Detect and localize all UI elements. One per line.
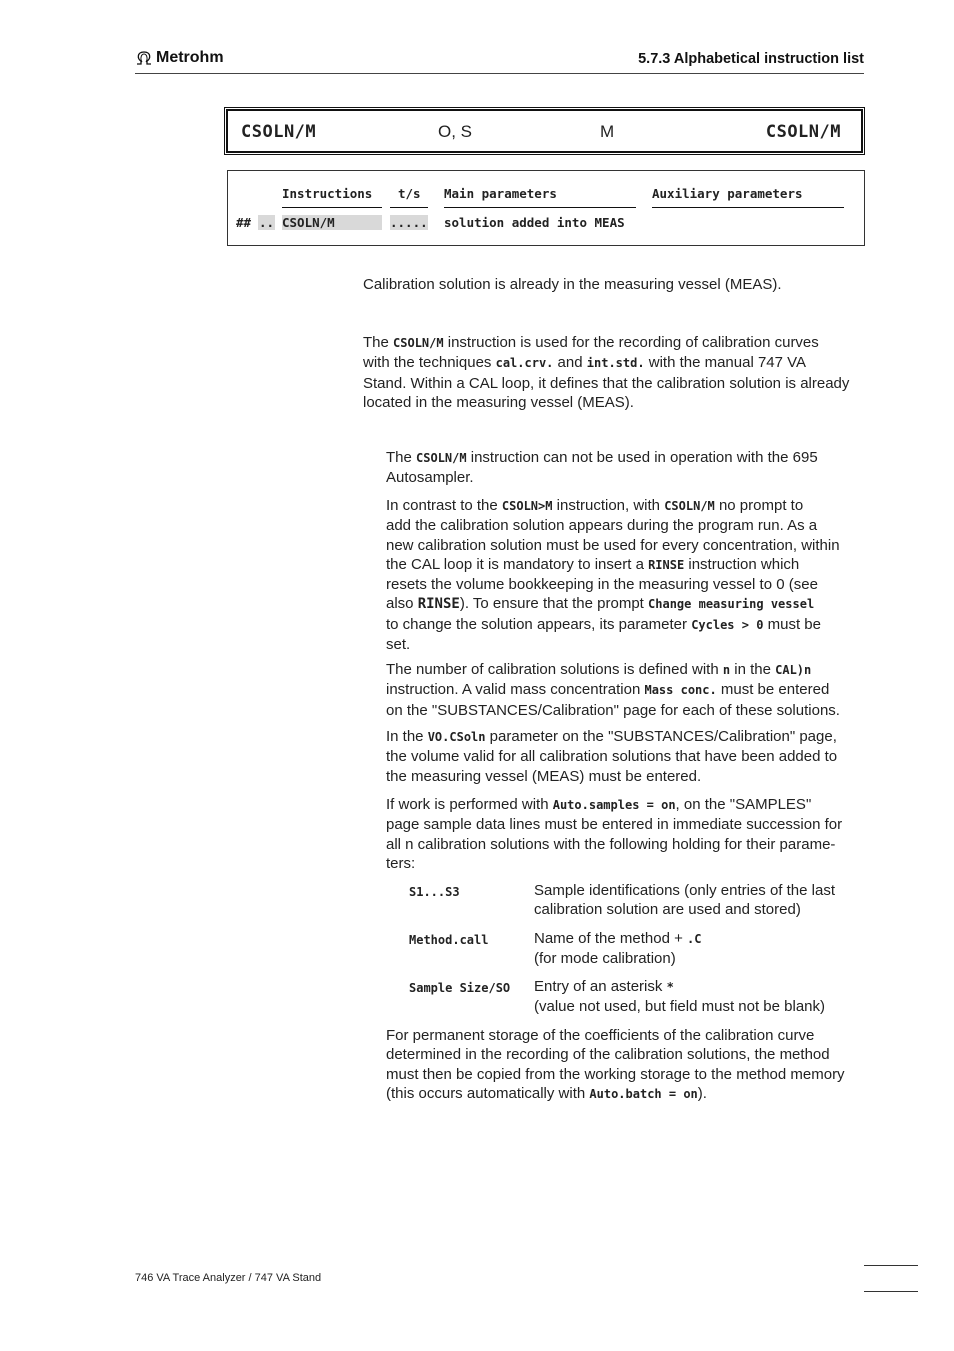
- text: located in the measuring vessel (MEAS).: [363, 393, 634, 411]
- text: ters:: [386, 854, 416, 872]
- text: (this occurs automatically with: [386, 1084, 590, 1102]
- underline-instructions: [282, 207, 382, 208]
- row-dots: ..: [259, 215, 275, 230]
- code: CSOLN/M: [416, 451, 467, 465]
- text: on the "SUBSTANCES/Calibration" page for each of these solutions.: [386, 701, 840, 719]
- note-calibration-count: [386, 660, 866, 720]
- description-paragraph: [363, 333, 868, 412]
- metrohm-omega-icon: [135, 50, 153, 66]
- text: new calibration solution must be used for every concentration, within: [386, 536, 840, 554]
- def-description: [534, 977, 825, 1017]
- code: n: [722, 663, 731, 677]
- code: CSOLN/M: [664, 499, 715, 513]
- text: instruction. A valid mass concentration: [386, 681, 645, 699]
- code: int.std.: [586, 356, 645, 371]
- header-ts: t/s: [398, 186, 421, 201]
- text: must then be copied from the working storage to the method memory: [386, 1065, 845, 1083]
- instruction-title-box: [226, 109, 863, 153]
- text: in the: [730, 661, 776, 678]
- code: VO.CSoln: [427, 730, 486, 744]
- underline-aux: [652, 207, 844, 208]
- text: with the techniques: [363, 354, 496, 372]
- text: , on the "SAMPLES": [675, 796, 812, 813]
- code: Mass conc.: [644, 683, 717, 698]
- text: the CAL loop it is mandatory to insert a: [386, 555, 649, 573]
- text: (value not used, but field must not be blank): [534, 998, 826, 1016]
- header-instructions: Instructions: [282, 186, 373, 201]
- text: no prompt to: [714, 497, 804, 514]
- def-term: S1...S3: [409, 885, 460, 899]
- note-samples: [386, 795, 866, 873]
- footer-text: 746 VA Trace Analyzer / 747 VA Stand: [135, 1272, 322, 1284]
- code: CSOLN>M: [501, 499, 553, 513]
- code: Auto.samples = on: [552, 798, 676, 812]
- text: page sample data lines must be entered in immediate succession for: [386, 816, 843, 834]
- row-instruction: CSOLN/M: [282, 215, 382, 230]
- text: the measuring vessel (MEAS) must be entered.: [386, 767, 702, 785]
- def-description: [534, 929, 701, 969]
- code: CSOLN/M: [393, 336, 444, 350]
- code: RINSE: [648, 557, 685, 572]
- def-term: Sample Size/SO: [409, 981, 511, 995]
- header-auxiliary-parameters: Auxiliary parameters: [652, 186, 803, 201]
- text: instruction is used for the recording of calibration curves: [443, 334, 819, 351]
- note-volume: [386, 727, 866, 786]
- text: Autosampler.: [386, 469, 474, 487]
- metrohm-logo: [135, 49, 224, 67]
- code: Cycles > 0: [691, 617, 764, 632]
- text: ). To ensure that the prompt: [459, 595, 649, 613]
- text: ).: [697, 1084, 707, 1102]
- header-main-parameters: Main parameters: [444, 186, 557, 201]
- text: instruction, with: [552, 497, 665, 514]
- def-description: [534, 881, 835, 920]
- intro-text: Calibration solution is already in the measuring vessel (MEAS).: [363, 276, 782, 293]
- underline-main: [444, 207, 636, 208]
- text: Sample identifications (only entries of the last: [534, 882, 835, 899]
- text: Name of the method +: [534, 930, 688, 947]
- text: and: [553, 354, 587, 372]
- text: with the manual 747 VA: [644, 354, 807, 372]
- code: *: [666, 980, 674, 994]
- text: must be: [763, 615, 821, 633]
- instruction-name-left: CSOLN/M: [241, 122, 317, 142]
- text: also: [386, 595, 418, 613]
- text: to change the solution appears, its parameter: [386, 615, 692, 633]
- text: must be entered: [716, 681, 830, 699]
- text: determined in the recording of the calibration solutions, the method: [386, 1046, 830, 1064]
- text: resets the volume bookkeeping in the measuring vessel to 0 (see: [386, 576, 818, 594]
- header-rule: [135, 73, 864, 74]
- code: Auto.batch = on: [589, 1086, 698, 1101]
- def-term: Method.call: [409, 933, 489, 947]
- instruction-type: M: [600, 122, 615, 141]
- text: The: [386, 449, 417, 466]
- text: instruction which: [684, 555, 800, 573]
- code: Change measuring vessel: [648, 597, 815, 612]
- text: the volume valid for all calibration solutions that have been added to: [386, 748, 838, 766]
- logo-text: Metrohm: [156, 49, 224, 66]
- text: calibration solution are used and stored): [534, 901, 801, 919]
- text: set.: [386, 636, 411, 654]
- note-autosampler: [386, 448, 866, 488]
- text: The number of calibration solutions is defined with: [386, 661, 723, 678]
- instruction-modes: O, S: [438, 122, 473, 141]
- underline-ts: [390, 207, 428, 208]
- text: In contrast to the: [386, 497, 502, 514]
- code: RINSE: [417, 596, 460, 613]
- text: In the: [386, 728, 428, 745]
- text: Stand. Within a CAL loop, it defines that the calibration solution is already: [363, 374, 850, 392]
- text: The: [363, 334, 394, 351]
- section-title: 5.7.3 Alphabetical instruction list: [638, 51, 864, 67]
- row-ts: .....: [390, 215, 428, 230]
- text: (for mode calibration): [534, 950, 676, 968]
- note-storage: [386, 1026, 866, 1104]
- code: CAL)n: [775, 663, 812, 677]
- text: For permanent storage of the coefficients of the calibration curve: [386, 1027, 815, 1044]
- text: If work is performed with: [386, 796, 553, 813]
- parameter-table: [227, 170, 865, 246]
- footer-rule-bottom: [864, 1291, 918, 1292]
- row-prefix: ##: [236, 215, 252, 230]
- text: parameter on the "SUBSTANCES/Calibration" page,: [485, 728, 837, 745]
- code: .C: [687, 932, 702, 946]
- instruction-name-right: CSOLN/M: [765, 122, 841, 142]
- row-main-parameter: solution added into MEAS: [444, 215, 625, 230]
- text: Entry of an asterisk: [534, 978, 667, 995]
- note-rinse: [386, 496, 866, 654]
- text: all n calibration solutions with the following holding for their parame-: [386, 835, 836, 853]
- footer-rule-top: [864, 1265, 918, 1266]
- text: instruction can not be used in operation with the 695: [466, 449, 818, 466]
- text: add the calibration solution appears during the program run. As a: [386, 517, 818, 535]
- code: cal.crv.: [495, 356, 554, 371]
